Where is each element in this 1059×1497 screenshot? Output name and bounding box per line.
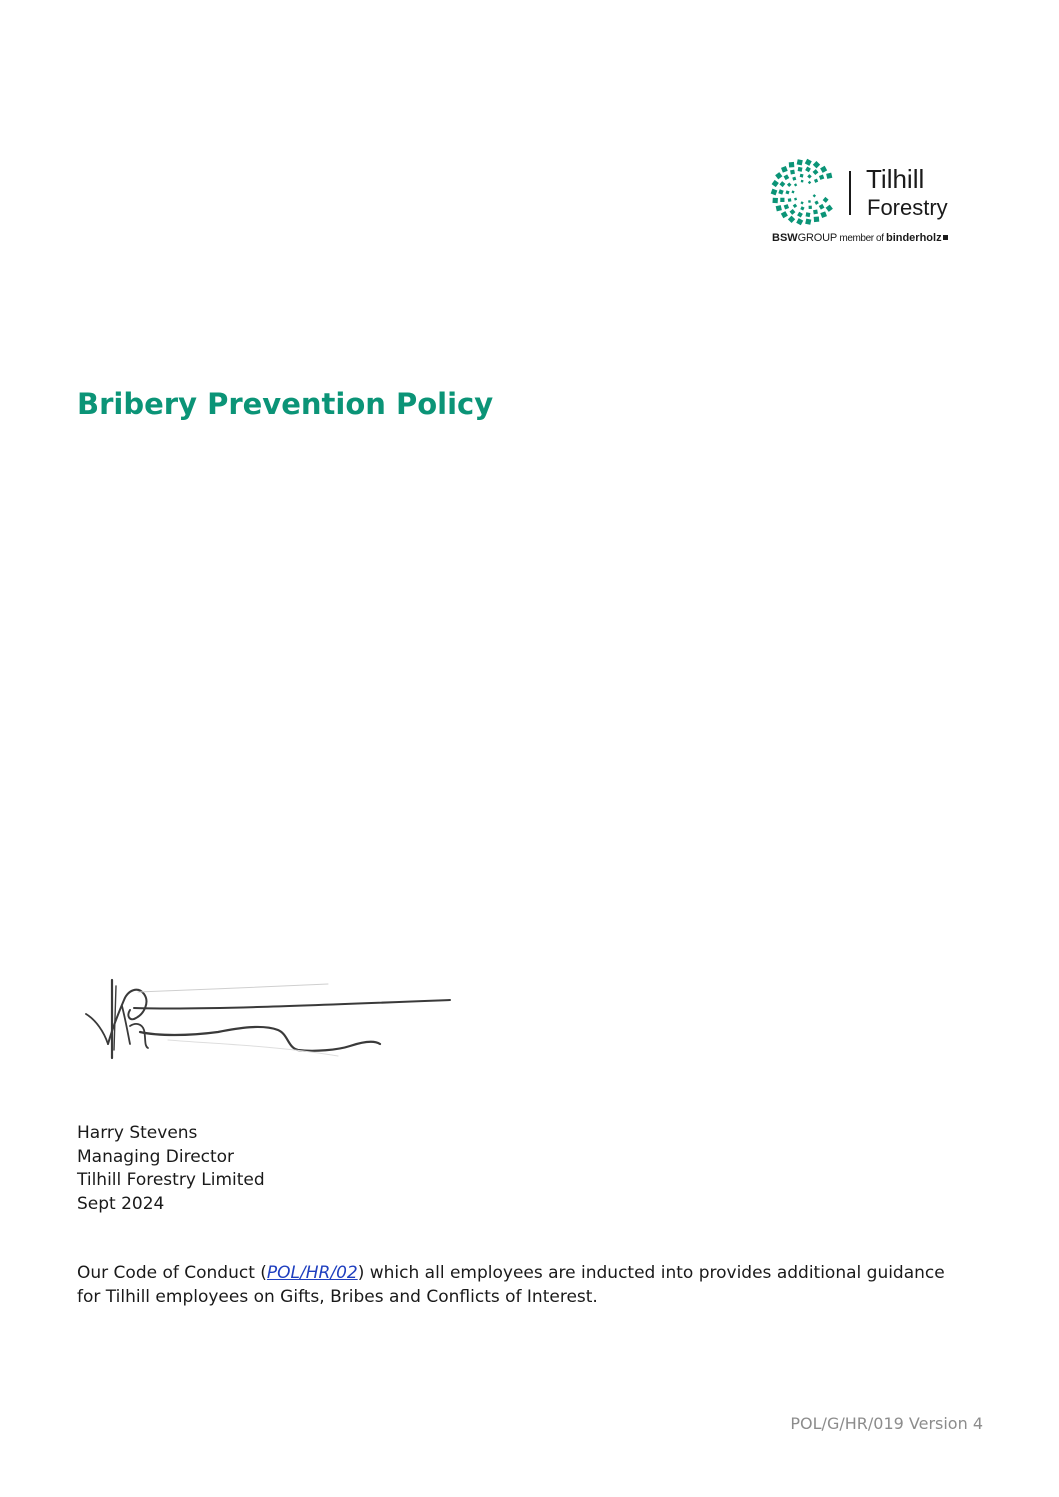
logo-tagline-group: GROUP	[797, 232, 838, 244]
logo-dot	[780, 198, 784, 202]
logo-dot	[788, 198, 792, 202]
code-of-conduct-note	[77, 1262, 957, 1309]
logo-tagline-square-icon	[943, 235, 948, 240]
logo-dot	[788, 216, 795, 223]
logo-dot	[784, 174, 790, 180]
logo-dot	[772, 198, 778, 204]
logo-name-line-1: Tilhill	[866, 164, 925, 194]
logo-dot	[808, 181, 811, 184]
logo-dot	[813, 194, 816, 197]
logo-dot	[800, 201, 803, 204]
logo-dot	[787, 182, 792, 187]
logo-dot	[778, 189, 783, 194]
logo-dot	[796, 218, 803, 225]
logo-dot	[771, 189, 778, 196]
signatory-role: Managing Director	[77, 1146, 235, 1167]
logo-dot	[819, 175, 824, 180]
logo-dot	[781, 211, 788, 218]
document-title: Bribery Prevention Policy	[77, 387, 494, 421]
logo-dot	[791, 190, 794, 193]
signatory-company: Tilhill Forestry Limited	[77, 1170, 265, 1191]
logo-dot	[826, 173, 832, 179]
logo-dot	[805, 166, 811, 172]
logo-dot	[789, 162, 795, 168]
signature-image	[78, 970, 458, 1070]
logo-dot	[813, 210, 818, 215]
logo-dot	[800, 174, 804, 178]
logo-dot	[809, 206, 812, 209]
logo-dot	[806, 212, 811, 217]
company-logo	[770, 158, 970, 248]
logo-dot	[784, 204, 789, 209]
logo-dot	[792, 177, 796, 181]
tilhill-logo-mark-icon	[770, 158, 838, 226]
logo-dot	[776, 205, 782, 211]
logo-tagline-bsw: BSW	[772, 232, 798, 244]
logo-dot	[790, 170, 795, 175]
code-of-conduct-link[interactable]: POL/HR/02	[266, 1263, 358, 1283]
logo-divider	[849, 171, 851, 215]
logo-dot	[808, 200, 811, 203]
logo-dot	[794, 183, 797, 186]
logo-dot	[813, 161, 820, 168]
logo-dot	[814, 179, 818, 183]
logo-dot	[785, 190, 789, 194]
logo-name-line-2: Forestry	[867, 195, 948, 220]
logo-dot	[813, 169, 819, 175]
logo-dot	[781, 166, 788, 173]
signatory-block	[77, 1122, 265, 1216]
logo-dot	[819, 204, 825, 210]
logo-dot	[775, 172, 782, 179]
signatory-name: Harry Stevens	[77, 1123, 198, 1143]
logo-dot	[794, 198, 797, 201]
logo-dot	[779, 181, 785, 187]
note-text-before-link: Our Code of Conduct (	[77, 1263, 267, 1283]
note-text-after-link: ) which all employees are inducted into provides additional guidance for Tilhill employees on Gifts, Bribes and Conflicts of Interest.	[77, 1263, 945, 1307]
logo-dot	[800, 206, 804, 210]
logo-dot	[807, 174, 812, 179]
logo-dot	[826, 205, 833, 212]
logo-dot	[823, 197, 829, 203]
signatory-date: Sept 2024	[77, 1193, 165, 1214]
logo-dot	[820, 166, 827, 173]
logo-tagline-member: member of	[837, 233, 886, 244]
logo-dot	[797, 212, 803, 218]
logo-dot	[798, 167, 803, 172]
logo-dot	[814, 216, 820, 222]
logo-dot	[793, 204, 797, 208]
logo-dot	[772, 180, 779, 187]
logo-dot	[805, 159, 812, 166]
logo-dot	[820, 211, 827, 218]
logo-dot	[801, 180, 804, 183]
document-reference: POL/G/HR/019 Version 4	[790, 1414, 983, 1433]
logo-dot	[797, 159, 803, 165]
logo-dot	[790, 209, 796, 215]
logo-tagline-binderholz: binderholz	[885, 232, 942, 244]
logo-tagline	[772, 232, 948, 245]
logo-dot	[805, 219, 811, 225]
logo-dot	[814, 200, 818, 204]
